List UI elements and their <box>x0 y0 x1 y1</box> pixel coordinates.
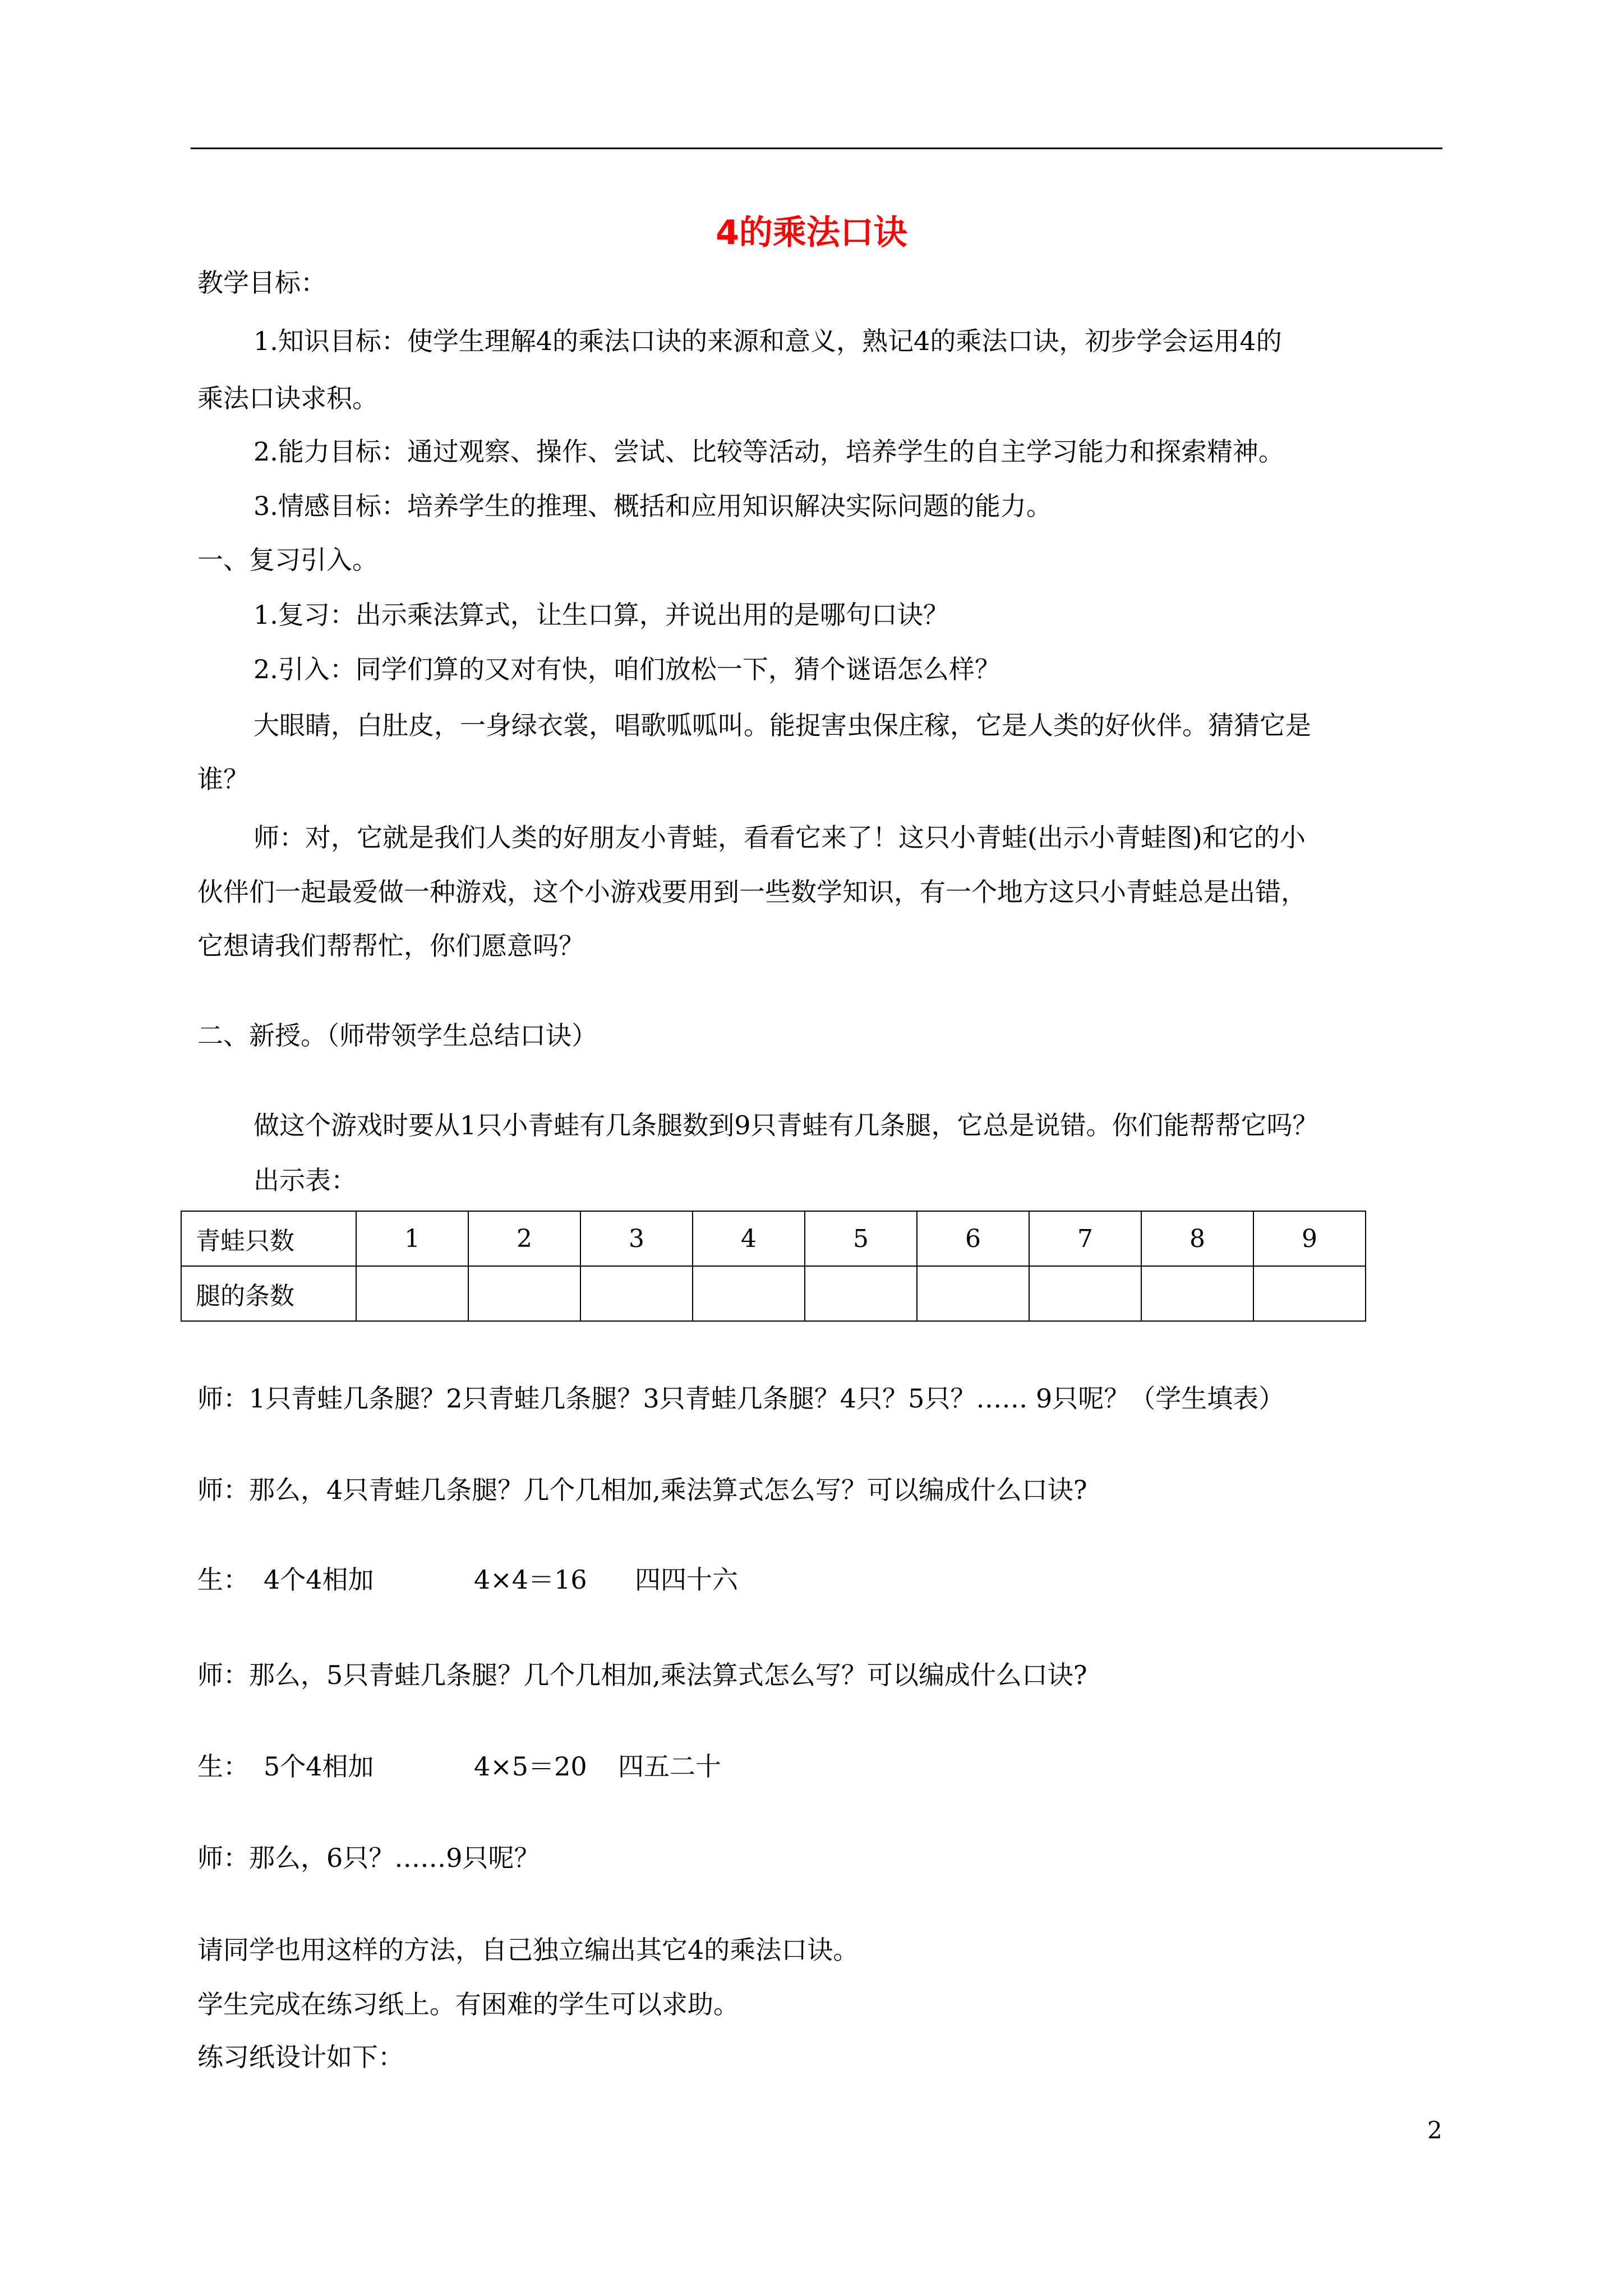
intro-text: 2.引入：同学们算的又对有快，咱们放松一下，猜个谜语怎么样？ <box>253 654 1000 684</box>
frog-legs-table <box>181 1211 1366 1322</box>
teacher-question-1: 师：1只青蛙几条腿？2只青蛙几条腿？3只青蛙几条腿？4只？5只？…… 9只呢？（学生填表） <box>197 1383 1285 1414</box>
student-answer-formula: 4×5＝20 <box>474 1751 587 1782</box>
objective-1-line-1: 1.知识目标：使学生理解4的乘法口诀的来源和意义，熟记4的乘法口诀，初步学会运用4的 <box>253 326 1282 356</box>
game-text: 做这个游戏时要从1只小青蛙有几条腿数到9只青蛙有几条腿，它总是说错。你们能帮帮它吗？ <box>253 1110 1318 1140</box>
teacher-line-3: 它想请我们帮帮忙，你们愿意吗？ <box>197 931 584 961</box>
teacher-question-2: 师：那么，4只青蛙几条腿？几个几相加,乘法算式怎么写？可以编成什么口诀? <box>197 1475 1087 1505</box>
teacher-question-3: 师：那么，5只青蛙几条腿？几个几相加,乘法算式怎么写？可以编成什么口诀? <box>197 1660 1087 1690</box>
show-table-text: 出示表： <box>253 1165 357 1195</box>
section-1-heading: 一、复习引入。 <box>197 545 378 575</box>
leg-count-row <box>181 1266 1366 1321</box>
closing-line-3: 练习纸设计如下： <box>197 2042 404 2072</box>
teacher-question-4: 师：那么，6只？……9只呢？ <box>197 1843 540 1873</box>
riddle-line-2: 谁？ <box>197 764 249 794</box>
frog-count-cell: 3 <box>580 1211 693 1266</box>
leg-count-cell <box>1141 1266 1253 1321</box>
teacher-line-2: 伙伴们一起最爱做一种游戏，这个小游戏要用到一些数学知识，有一个地方这只小青蛙总是出错， <box>197 877 1307 907</box>
leg-count-cell <box>693 1266 805 1321</box>
student-answer-rhyme: 四五二十 <box>618 1751 721 1782</box>
frog-count-header: 青蛙只数 <box>181 1211 356 1266</box>
student-answer-sum: 4个4相加 <box>264 1565 374 1595</box>
frog-count-cell: 7 <box>1029 1211 1141 1266</box>
leg-count-cell <box>356 1266 468 1321</box>
student-answer-prefix: 生： <box>197 1751 249 1782</box>
review-text: 1.复习：出示乘法算式，让生口算，并说出用的是哪句口诀？ <box>253 600 949 630</box>
frog-count-cell: 5 <box>805 1211 917 1266</box>
teacher-line-1: 师：对，它就是我们人类的好朋友小青蛙，看看它来了！这只小青蛙(出示小青蛙图)和它的小 <box>253 822 1306 853</box>
page-number: 2 <box>1427 2116 1442 2144</box>
leg-count-cell <box>468 1266 580 1321</box>
objectives-heading: 教学目标： <box>197 268 326 298</box>
document-title: 4的乘法口诀 <box>716 213 907 252</box>
objective-3: 3.情感目标：培养学生的推理、概括和应用知识解决实际问题的能力。 <box>253 491 1052 521</box>
frog-count-cell: 4 <box>693 1211 805 1266</box>
objective-1-line-2: 乘法口诀求积。 <box>197 383 378 413</box>
student-answer-rhyme: 四四十六 <box>635 1565 738 1595</box>
leg-count-cell <box>917 1266 1029 1321</box>
student-answer-formula: 4×4＝16 <box>474 1565 587 1595</box>
student-answer-sum: 5个4相加 <box>264 1751 374 1782</box>
closing-line-1: 请同学也用这样的方法，自己独立编出其它4的乘法口诀。 <box>197 1935 859 1965</box>
frog-count-cell: 9 <box>1253 1211 1366 1266</box>
leg-count-cell <box>1253 1266 1366 1321</box>
closing-line-2: 学生完成在练习纸上。有困难的学生可以求助。 <box>197 1989 739 2019</box>
frog-count-cell: 2 <box>468 1211 580 1266</box>
leg-count-cell <box>580 1266 693 1321</box>
leg-count-header: 腿的条数 <box>181 1266 356 1321</box>
student-answer-prefix: 生： <box>197 1565 249 1595</box>
section-2-heading: 二、新授。（师带领学生总结口诀） <box>197 1020 597 1051</box>
leg-count-cell <box>1029 1266 1141 1321</box>
leg-count-cell <box>805 1266 917 1321</box>
riddle-line-1: 大眼睛，白肚皮，一身绿衣裳，唱歌呱呱叫。能捉害虫保庄稼，它是人类的好伙伴。猜猜它是 <box>253 710 1311 740</box>
frog-count-cell: 1 <box>356 1211 468 1266</box>
frog-count-cell: 6 <box>917 1211 1029 1266</box>
frog-count-cell: 8 <box>1141 1211 1253 1266</box>
frog-count-row <box>181 1211 1366 1266</box>
objective-2: 2.能力目标：通过观察、操作、尝试、比较等活动，培养学生的自主学习能力和探索精神。 <box>253 436 1284 467</box>
header-rule <box>191 148 1442 149</box>
